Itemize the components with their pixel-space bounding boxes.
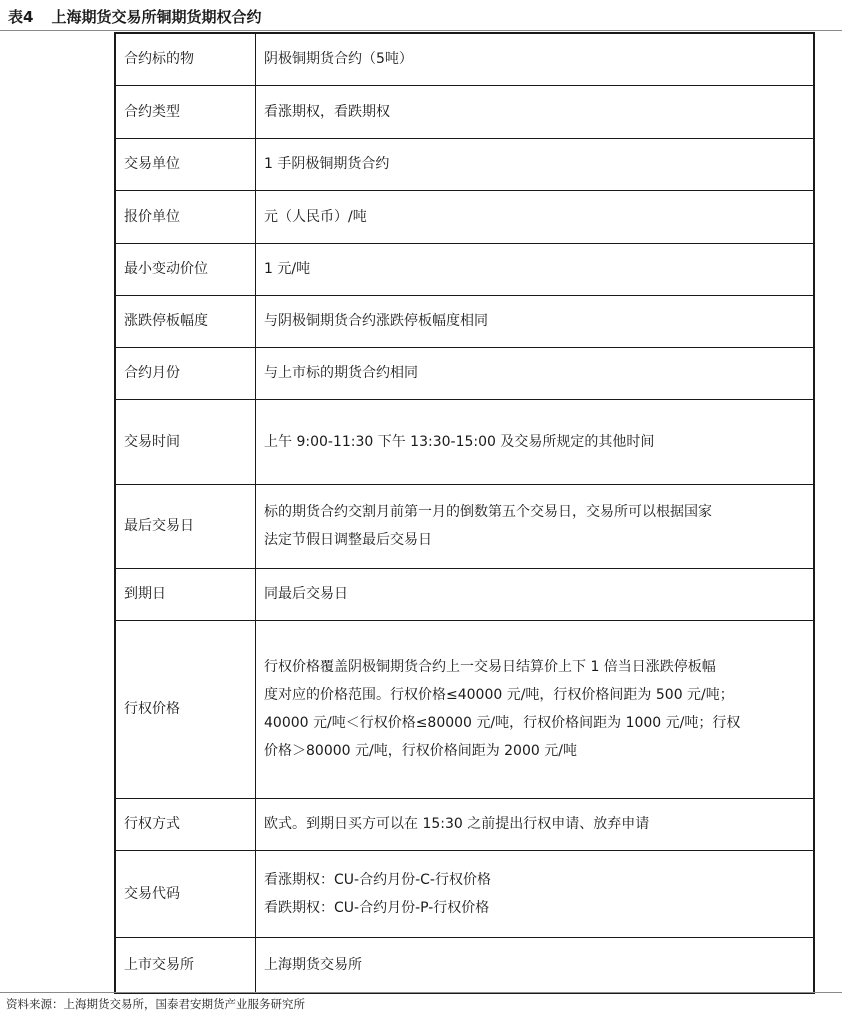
row-label: 交易代码: [115, 850, 256, 937]
row-value: [256, 620, 815, 798]
row-value: [256, 295, 815, 347]
row-label: 最后交易日: [115, 484, 256, 568]
bottom-divider: [0, 992, 842, 993]
row-value-line: 与阴极铜期货合约涨跌停板幅度相同: [264, 313, 488, 329]
row-value: [256, 190, 815, 243]
contract-spec-table-body: [115, 33, 814, 993]
table-row: [115, 33, 814, 85]
row-label: 涨跌停板幅度: [115, 295, 256, 347]
row-label: 上市交易所: [115, 937, 256, 993]
row-label: 合约月份: [115, 347, 256, 399]
row-value: [256, 484, 815, 568]
row-label: 行权方式: [115, 798, 256, 850]
top-divider: [0, 30, 842, 31]
table-row: [115, 484, 814, 568]
row-value-line: 看涨期权，看跌期权: [264, 103, 390, 120]
row-label: 报价单位: [115, 190, 256, 243]
table-row: [115, 568, 814, 620]
row-value-line: 看涨期权：CU-合约月份-C-行权价格: [264, 871, 491, 888]
row-value-line: 1 手阴极铜期货合约: [264, 156, 390, 172]
table-title: [8, 6, 261, 28]
row-value: [256, 568, 815, 620]
row-value-line: 标的期货合约交割月前第一月的倒数第五个交易日，交易所可以根据国家: [264, 504, 712, 520]
row-value: [256, 243, 815, 295]
row-value-line: 与上市标的期货合约相同: [264, 365, 418, 381]
row-value-line: 度对应的价格范围。行权价格≤40000 元/吨，行权价格间距为 500 元/吨；: [264, 687, 734, 703]
table-row: [115, 85, 814, 138]
row-value-line: 1 元/吨: [264, 261, 311, 277]
table-row: [115, 620, 814, 798]
table-title-text: 上海期货交易所铜期货期权合约: [51, 8, 262, 26]
row-label: 到期日: [115, 568, 256, 620]
row-label: 行权价格: [115, 620, 256, 798]
table-row: [115, 399, 814, 484]
row-value-line: 价格＞80000 元/吨，行权价格间距为 2000 元/吨: [264, 743, 577, 759]
row-value: [256, 937, 815, 993]
row-label: 合约标的物: [115, 33, 256, 85]
row-value: [256, 85, 815, 138]
contract-spec-table: [114, 32, 815, 994]
row-label: 交易时间: [115, 399, 256, 484]
row-value: [256, 347, 815, 399]
table-row: [115, 937, 814, 993]
row-value-line: 欧式。到期日买方可以在 15:30 之前提出行权申请、放弃申请: [264, 816, 650, 832]
row-label: 交易单位: [115, 138, 256, 190]
table-row: [115, 798, 814, 850]
table-number: 表4: [8, 8, 34, 26]
table-row: [115, 347, 814, 399]
source-note: 资料来源：上海期货交易所，国泰君安期货产业服务研究所: [6, 997, 305, 1011]
row-value-line: 行权价格覆盖阴极铜期货合约上一交易日结算价上下 1 倍当日涨跌停板幅: [264, 659, 716, 675]
row-value: [256, 399, 815, 484]
row-value-line: 法定节假日调整最后交易日: [264, 532, 432, 548]
row-value-line: 同最后交易日: [264, 586, 348, 602]
row-value: [256, 138, 815, 190]
table-row: [115, 138, 814, 190]
row-value: [256, 798, 815, 850]
row-value-line: 元（人民币）/吨: [264, 208, 367, 225]
row-value-line: 看跌期权：CU-合约月份-P-行权价格: [264, 899, 490, 916]
table-row: [115, 243, 814, 295]
row-value-line: 40000 元/吨＜行权价格≤80000 元/吨，行权价格间距为 1000 元/吨；行权: [264, 715, 741, 731]
table-row: [115, 850, 814, 937]
row-value: [256, 33, 815, 85]
row-value-line: 阴极铜期货合约（5吨）: [264, 51, 413, 68]
row-label: 合约类型: [115, 85, 256, 138]
row-value-line: 上海期货交易所: [264, 956, 362, 973]
table-row: [115, 295, 814, 347]
row-value-line: 上午 9:00-11:30 下午 13:30-15:00 及交易所规定的其他时间: [264, 433, 655, 450]
row-label: 最小变动价位: [115, 243, 256, 295]
row-value: [256, 850, 815, 937]
table-row: [115, 190, 814, 243]
